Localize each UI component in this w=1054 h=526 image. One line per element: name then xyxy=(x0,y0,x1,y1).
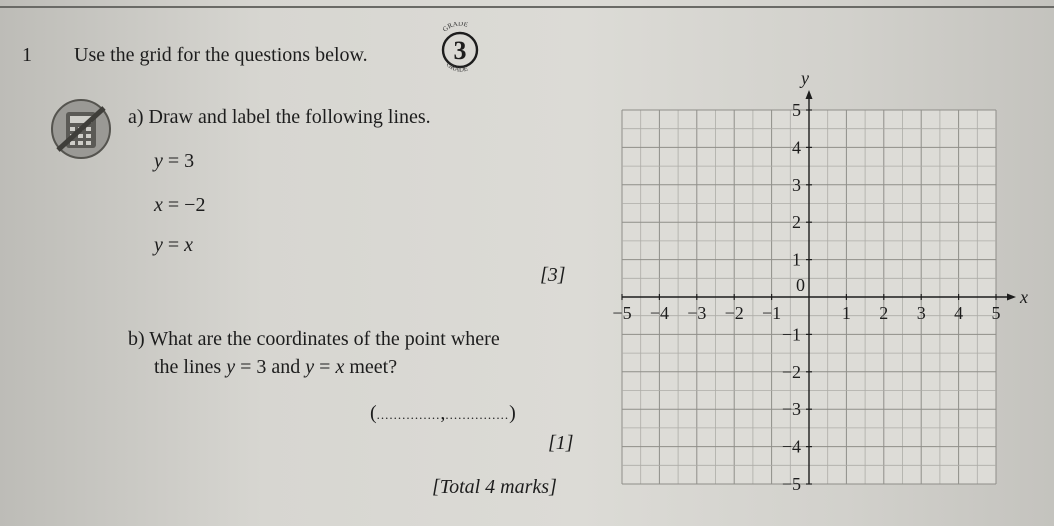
equation-rhs: −2 xyxy=(184,194,206,216)
y-tick-label: −5 xyxy=(781,474,801,494)
part-b-var: x xyxy=(335,356,345,378)
y-tick-label: −2 xyxy=(781,361,801,382)
part-b-marks: [1] xyxy=(548,432,574,454)
no-calculator-icon xyxy=(48,96,114,162)
x-axis-arrow-icon xyxy=(1007,294,1016,301)
origin-label: 0 xyxy=(796,275,805,295)
x-tick-label: 3 xyxy=(916,303,926,323)
equation-rhs: 3 xyxy=(184,150,195,172)
x-tick-label: −1 xyxy=(762,303,782,323)
equation-lhs: y xyxy=(154,150,163,172)
coordinate-grid[interactable] xyxy=(600,60,1040,500)
x-tick-label: 5 xyxy=(991,303,1001,323)
equation-x-equals-neg2: x = −2 xyxy=(154,194,206,216)
part-b-text: and xyxy=(266,356,306,378)
answer-close-paren: ) xyxy=(509,402,516,424)
part-a-marks: [3] xyxy=(540,264,566,286)
page-top-rule xyxy=(0,6,1054,8)
part-b-value: 3 xyxy=(256,356,267,378)
question-stem: Use the grid for the questions below. xyxy=(74,44,368,66)
x-axis-label: x xyxy=(1020,287,1028,307)
answer-y-blank[interactable]: ............... xyxy=(445,407,510,422)
part-b-question-line2: the lines y = 3 and y = x meet? xyxy=(154,356,398,378)
answer-coordinate-field[interactable] xyxy=(370,402,516,425)
y-axis-arrow-icon xyxy=(806,90,813,99)
x-tick-label: 4 xyxy=(954,303,964,323)
grade-value: 3 xyxy=(453,36,467,65)
svg-text:GRADE xyxy=(441,22,469,34)
y-tick-label: −4 xyxy=(781,436,801,457)
part-b-text: meet? xyxy=(344,356,398,378)
x-tick-label: −3 xyxy=(687,303,707,323)
part-b-text: the lines xyxy=(154,356,227,378)
equation-y-equals-x: y = x xyxy=(154,234,194,256)
grade-badge xyxy=(426,22,494,80)
equation-lhs: x xyxy=(154,194,163,216)
x-tick-label: −5 xyxy=(612,303,632,323)
y-axis-label: y xyxy=(801,68,809,88)
x-tick-label: 1 xyxy=(841,303,851,323)
question-number: 1 xyxy=(22,44,32,66)
grade-badge-icon xyxy=(426,22,494,80)
y-tick-label: −1 xyxy=(781,324,801,345)
y-tick-label: −3 xyxy=(781,399,801,420)
equation-rhs: x xyxy=(184,234,194,256)
x-tick-label: 2 xyxy=(879,303,889,323)
answer-open-paren: ( xyxy=(370,402,377,424)
part-a-instruction: a) Draw and label the following lines. xyxy=(128,106,431,128)
x-tick-label: −4 xyxy=(649,303,669,323)
y-tick-label: 5 xyxy=(792,100,801,120)
equation-y-equals-3: y = 3 xyxy=(154,150,195,172)
part-b-var: y xyxy=(226,356,236,378)
y-tick-label: 2 xyxy=(792,212,801,233)
part-b-var: y xyxy=(305,356,315,378)
answer-comma: , xyxy=(440,402,446,424)
total-marks: [Total 4 marks] xyxy=(432,476,557,498)
part-b-question-line1: b) What are the coordinates of the point where xyxy=(128,328,500,350)
grade-ring-text-top: GRADE xyxy=(441,22,469,34)
x-tick-label: −2 xyxy=(724,303,744,323)
grade-ring-text-bottom: GRADE xyxy=(444,60,469,74)
answer-x-blank[interactable]: ............... xyxy=(376,407,441,422)
y-tick-label: 3 xyxy=(792,174,801,195)
y-tick-label: 4 xyxy=(792,137,801,158)
equation-lhs: y xyxy=(154,234,163,256)
y-tick-label: 1 xyxy=(792,249,801,270)
